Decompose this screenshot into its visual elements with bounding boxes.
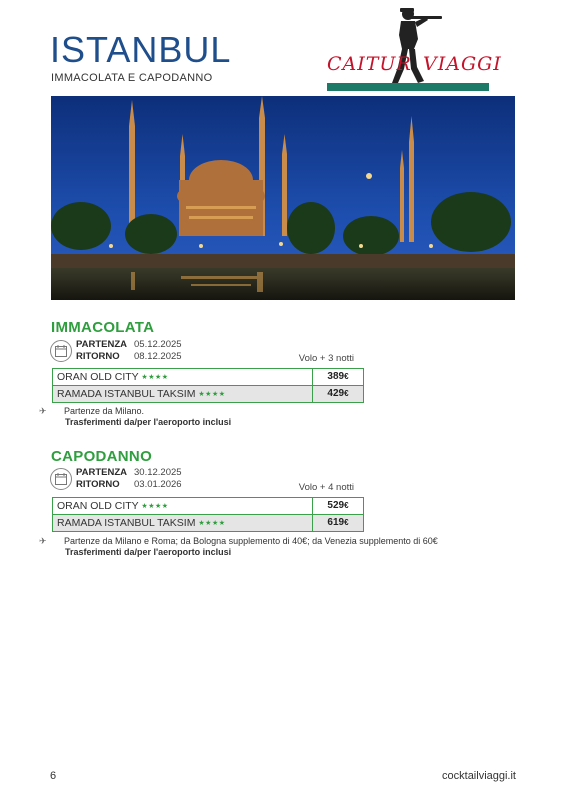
partenza-label: PARTENZA [76, 467, 128, 478]
note-line1: Partenze da Milano e Roma; da Bologna supplemento di 40€; da Venezia supplemento di 60€ [64, 536, 438, 546]
note-immacolata [39, 406, 232, 428]
hotel-name: ORAN OLD CITY [57, 500, 139, 512]
partenza-label: PARTENZA [76, 339, 128, 350]
calendar-icon [50, 468, 72, 490]
hotel-name: ORAN OLD CITY [57, 371, 139, 383]
note-line1: Partenze da Milano. [64, 406, 145, 416]
price-table-immacolata [52, 368, 364, 403]
note-capodanno [39, 536, 438, 558]
logo-bar [327, 83, 489, 91]
dates-capodanno [76, 467, 182, 491]
note-line2: Trasferimenti da/per l'aeroporto inclusi [65, 547, 232, 557]
stars: ★★★★ [141, 503, 169, 510]
website-link[interactable]: cocktailviaggi.it [442, 770, 516, 782]
price-value: 389 [327, 371, 345, 382]
plane-icon: ✈ [39, 536, 47, 546]
logo-text-left: CAITUR [327, 53, 412, 75]
stars: ★★★★ [198, 391, 226, 398]
hero-photo-mosque [51, 96, 515, 300]
ritorno-label: RITORNO [76, 351, 120, 362]
price-value: 619 [327, 517, 345, 528]
calendar-icon [50, 340, 72, 362]
table-row [53, 386, 363, 402]
page-number: 6 [50, 770, 57, 782]
note-line2: Trasferimenti da/per l'aeroporto inclusi [65, 417, 232, 427]
table-row [53, 369, 363, 386]
price-value: 529 [327, 500, 345, 511]
dates-immacolata [76, 339, 182, 363]
ritorno-date: 03.01.2026 [134, 479, 182, 490]
logo-text-right: VIAGGI [423, 53, 502, 75]
volo-info: Volo + 3 notti [298, 353, 354, 364]
currency: € [344, 501, 349, 510]
caitur-viaggi-logo [324, 5, 502, 91]
section-title-capodanno: CAPODANNO [51, 448, 153, 465]
partenza-date: 05.12.2025 [134, 339, 182, 350]
table-row [53, 498, 363, 515]
section-title-immacolata: IMMACOLATA [51, 319, 155, 336]
plane-icon: ✈ [39, 406, 47, 416]
page-subtitle: IMMACOLATA E CAPODANNO [51, 72, 213, 84]
volo-info: Volo + 4 notti [298, 482, 354, 493]
ritorno-date: 08.12.2025 [134, 351, 182, 362]
price-table-capodanno [52, 497, 364, 532]
partenza-date: 30.12.2025 [134, 467, 182, 478]
hotel-name: RAMADA ISTANBUL TAKSIM [57, 517, 196, 529]
currency: € [344, 389, 349, 398]
currency: € [344, 372, 349, 381]
price-value: 429 [327, 388, 345, 399]
ritorno-label: RITORNO [76, 479, 120, 490]
stars: ★★★★ [141, 374, 169, 381]
table-row [53, 515, 363, 531]
currency: € [344, 518, 349, 527]
hotel-name: RAMADA ISTANBUL TAKSIM [57, 388, 196, 400]
page-title: ISTANBUL [50, 29, 232, 70]
stars: ★★★★ [198, 520, 226, 527]
